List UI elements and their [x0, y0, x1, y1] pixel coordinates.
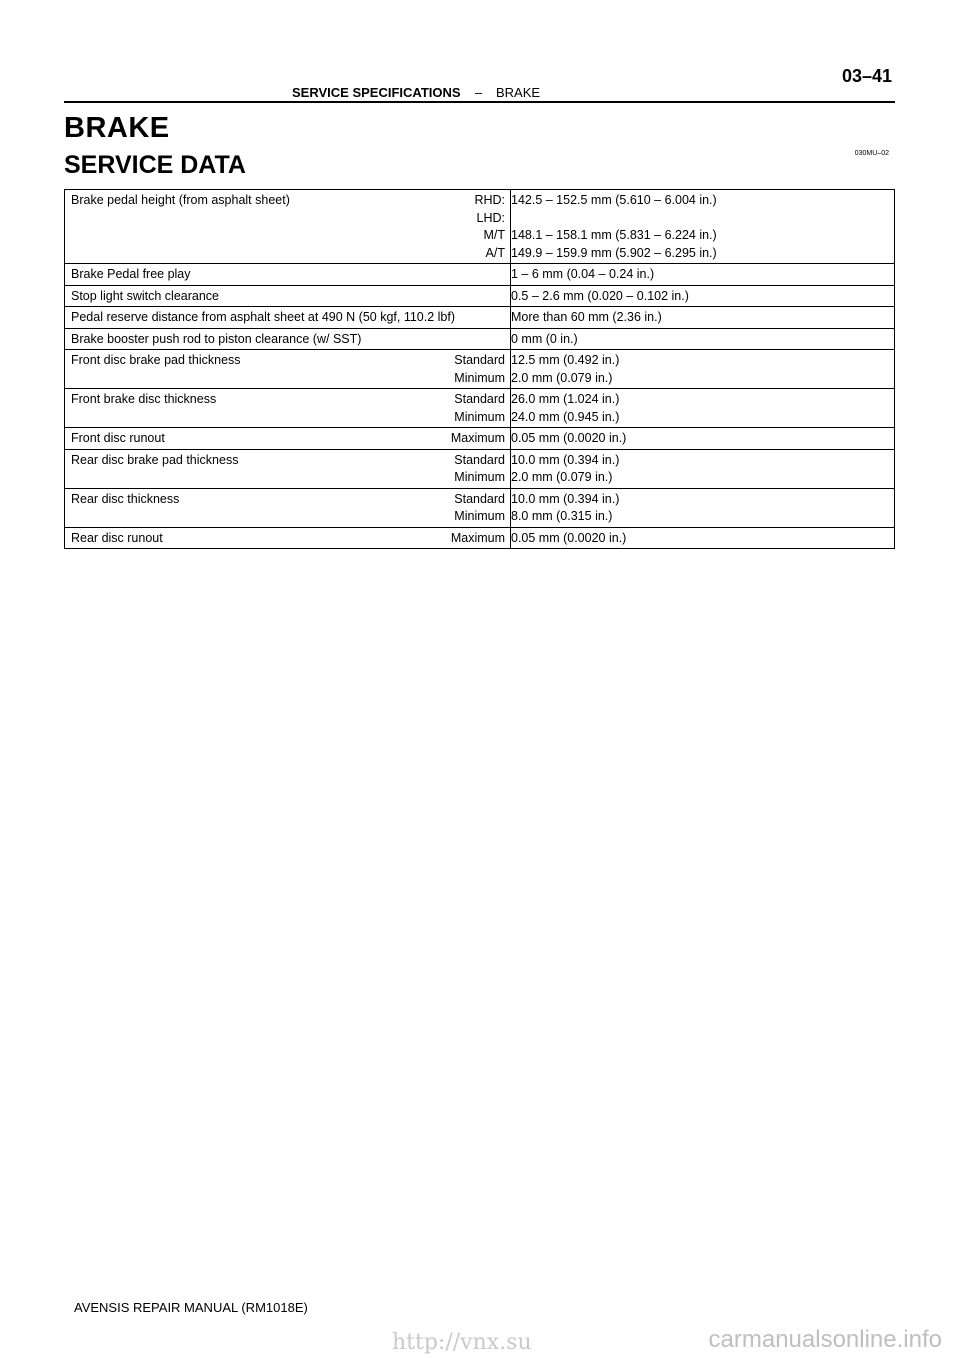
item-label: Front disc runout — [71, 431, 165, 445]
table-row — [65, 285, 895, 307]
item-label: Brake pedal height (from asphalt sheet) — [71, 193, 290, 207]
qualifier-label: Standard — [454, 491, 505, 506]
item-cell — [65, 488, 511, 527]
value-cell — [511, 285, 895, 307]
qualifier-label: RHD: — [474, 193, 505, 207]
spec-value: 24.0 mm (0.945 in.) — [511, 409, 620, 424]
item-cell — [65, 527, 511, 549]
item-cell — [65, 328, 511, 350]
table-row — [65, 527, 895, 549]
item-qualifiers — [454, 491, 505, 526]
table-row — [65, 449, 895, 488]
qualifier-label: Minimum — [454, 409, 505, 424]
item-cell — [65, 389, 511, 428]
value-cell — [511, 449, 895, 488]
header-rule — [64, 101, 895, 103]
spec-value: 8.0 mm (0.315 in.) — [511, 509, 613, 523]
value-cell — [511, 527, 895, 549]
spec-value: 2.0 mm (0.079 in.) — [511, 470, 613, 484]
item-cell — [65, 428, 511, 450]
value-cell — [511, 307, 895, 329]
value-cell — [511, 488, 895, 527]
spec-value: 0.5 – 2.6 mm (0.020 – 0.102 in.) — [511, 288, 689, 303]
qualifier-label: Standard — [454, 452, 505, 467]
spec-value: 0.05 mm (0.0020 in.) — [511, 431, 627, 445]
qualifier-label: Maximum — [450, 431, 505, 445]
item-cell — [65, 449, 511, 488]
item-label: Rear disc runout — [71, 530, 163, 545]
spec-value: 26.0 mm (1.024 in.) — [511, 392, 620, 406]
item-qualifiers — [454, 452, 505, 487]
header-section-title: SERVICE SPECIFICATIONS — [292, 85, 461, 100]
item-cell — [65, 350, 511, 389]
value-cell — [511, 350, 895, 389]
spec-value — [511, 210, 894, 228]
service-data-table — [64, 189, 895, 549]
item-cell — [65, 264, 511, 286]
item-label: Stop light switch clearance — [71, 288, 219, 303]
item-label: Brake booster push rod to piston clearance (w/ SST) — [71, 331, 362, 346]
spec-value: 149.9 – 159.9 mm (5.902 – 6.295 in.) — [511, 245, 717, 260]
spec-value: More than 60 mm (2.36 in.) — [511, 310, 662, 324]
spec-value: 2.0 mm (0.079 in.) — [511, 370, 613, 385]
qualifier-label: LHD: — [476, 210, 505, 225]
document-code: 030MU–02 — [854, 150, 889, 157]
watermark-carmanuals: carmanualsonline.info — [708, 1326, 942, 1353]
value-cell — [511, 190, 895, 264]
spec-value: 12.5 mm (0.492 in.) — [511, 353, 620, 367]
watermark-vnx: http://vnx.su — [392, 1330, 532, 1355]
page-number: 03–41 — [841, 66, 892, 86]
item-qualifiers — [451, 430, 505, 448]
value-cell — [511, 428, 895, 450]
footer-manual-title: AVENSIS REPAIR MANUAL (RM1018E) — [74, 1300, 308, 1315]
table-row — [65, 328, 895, 350]
header-topic: BRAKE — [496, 85, 541, 100]
value-cell — [511, 389, 895, 428]
item-qualifiers — [454, 391, 505, 426]
item-cell — [65, 285, 511, 307]
table-row — [65, 264, 895, 286]
item-qualifiers — [451, 530, 505, 548]
qualifier-label: Maximum — [450, 530, 505, 545]
spec-value: 10.0 mm (0.394 in.) — [511, 491, 620, 506]
qualifier-label: Minimum — [454, 370, 505, 385]
header-separator: – — [475, 85, 483, 100]
spec-value: 10.0 mm (0.394 in.) — [511, 452, 620, 467]
item-label: Pedal reserve distance from asphalt sheet at 490 N (50 kgf, 110.2 lbf) — [71, 310, 456, 324]
item-label: Rear disc thickness — [71, 491, 180, 506]
item-cell — [65, 307, 511, 329]
spec-value: 142.5 – 152.5 mm (5.610 – 6.004 in.) — [511, 193, 717, 207]
qualifier-label: Minimum — [454, 509, 505, 523]
item-qualifiers — [454, 352, 505, 387]
table-row — [65, 428, 895, 450]
table-row — [65, 307, 895, 329]
value-cell — [511, 328, 895, 350]
qualifier-label: Standard — [454, 353, 505, 367]
spec-value: 1 – 6 mm (0.04 – 0.24 in.) — [511, 267, 655, 281]
item-label: Brake Pedal free play — [71, 267, 191, 281]
table-row — [65, 190, 895, 264]
item-label: Rear disc brake pad thickness — [71, 452, 239, 467]
table-row — [65, 350, 895, 389]
qualifier-label: M/T — [483, 228, 505, 242]
spec-value: 0.05 mm (0.0020 in.) — [511, 530, 627, 545]
item-label: Front disc brake pad thickness — [71, 353, 241, 367]
section-subtitle: SERVICE DATA — [64, 151, 246, 179]
spec-value: 0 mm (0 in.) — [511, 331, 578, 346]
table-row — [65, 389, 895, 428]
table-row — [65, 488, 895, 527]
item-label: Front brake disc thickness — [71, 392, 217, 406]
qualifier-label: A/T — [485, 245, 505, 260]
item-qualifiers — [474, 192, 505, 262]
qualifier-label: Minimum — [454, 470, 505, 484]
item-cell — [65, 190, 511, 264]
value-cell — [511, 264, 895, 286]
qualifier-label: Standard — [454, 392, 505, 406]
spec-value: 148.1 – 158.1 mm (5.831 – 6.224 in.) — [511, 228, 717, 242]
page-title: BRAKE — [64, 112, 170, 144]
